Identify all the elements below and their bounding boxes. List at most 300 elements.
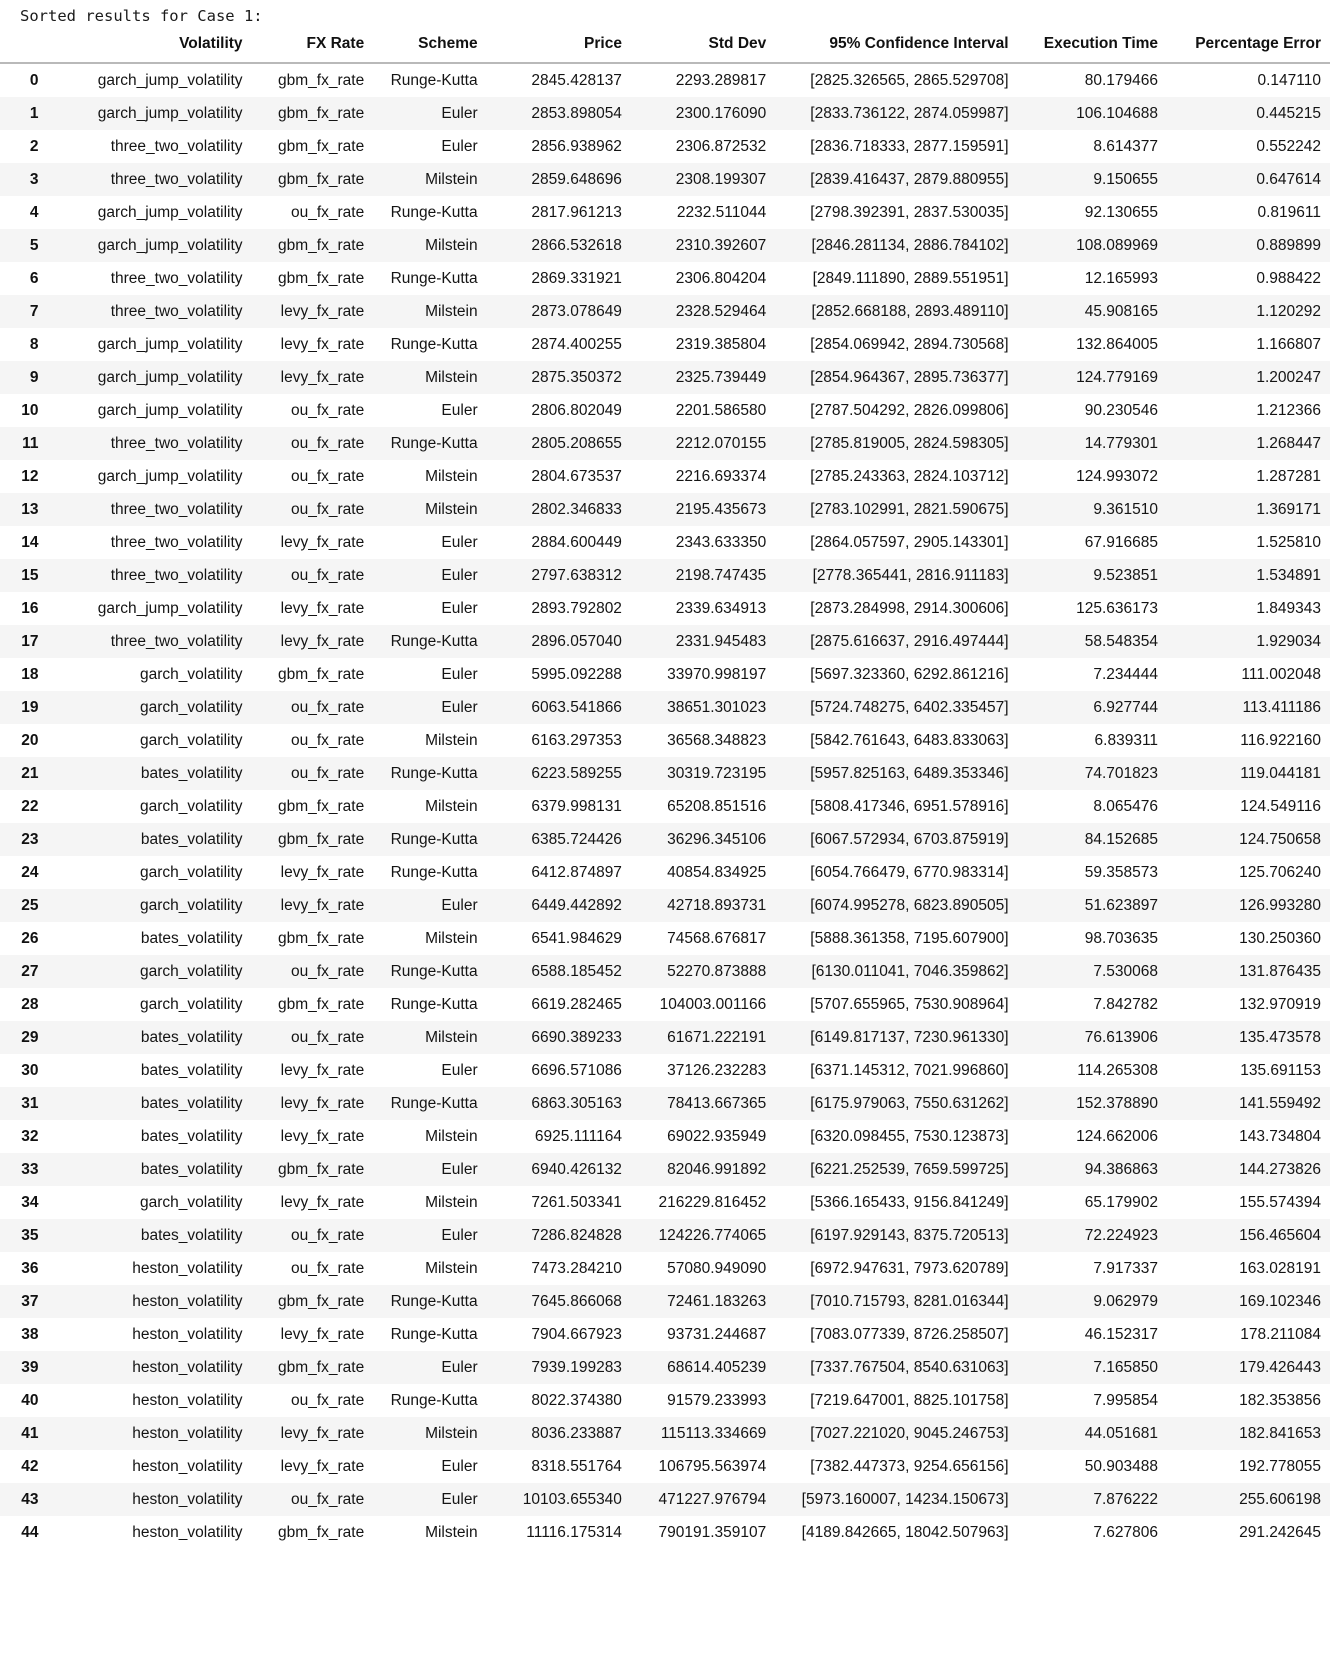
cell-std-dev: 57080.949090: [667, 1259, 767, 1277]
cell-volatility: garch_jump_volatility: [97, 71, 243, 89]
cell-fx-rate: ou_fx_rate: [290, 203, 365, 221]
cell-fx-rate: ou_fx_rate: [290, 401, 365, 419]
cell-execution-time: 8.065476: [1093, 797, 1159, 815]
cell-price: 6385.724426: [531, 830, 622, 848]
cell-std-dev: 52270.873888: [667, 962, 767, 980]
cell-percentage-error: 1.287281: [1256, 467, 1321, 485]
cell-scheme: Runge-Kutta: [390, 830, 478, 848]
table-row: [0, 691, 1330, 724]
cell-price: 6541.984629: [531, 929, 622, 947]
cell-volatility: heston_volatility: [132, 1490, 243, 1508]
cell-percentage-error: 0.988422: [1256, 269, 1321, 287]
cell-execution-time: 106.104688: [1076, 104, 1159, 122]
cell-percentage-error: 1.849343: [1256, 599, 1321, 617]
row-index: 5: [29, 236, 39, 254]
cell-execution-time: 124.779169: [1076, 368, 1159, 386]
cell-fx-rate: levy_fx_rate: [280, 302, 365, 320]
cell-std-dev: 69022.935949: [667, 1127, 767, 1145]
cell-fx-rate: gbm_fx_rate: [278, 995, 365, 1013]
cell-execution-time: 7.842782: [1093, 995, 1159, 1013]
row-index: 21: [21, 764, 39, 782]
cell-percentage-error: 1.525810: [1256, 533, 1321, 551]
table-header-row: [0, 31, 1330, 63]
cell-execution-time: 7.627806: [1093, 1523, 1159, 1541]
row-index: 10: [21, 401, 39, 419]
cell-percentage-error: 1.268447: [1256, 434, 1321, 452]
cell-scheme: Euler: [441, 1358, 478, 1376]
cell-scheme: Runge-Kutta: [390, 71, 478, 89]
cell-scheme: Milstein: [425, 467, 478, 485]
row-index: 36: [21, 1259, 39, 1277]
cell-volatility: heston_volatility: [132, 1292, 243, 1310]
cell-volatility: garch_volatility: [140, 962, 243, 980]
cell-fx-rate: gbm_fx_rate: [278, 1292, 365, 1310]
cell-execution-time: 74.701823: [1084, 764, 1159, 782]
cell-std-dev: 2216.693374: [675, 467, 767, 485]
cell-execution-time: 76.613906: [1084, 1028, 1159, 1046]
cell-std-dev: 2325.739449: [675, 368, 767, 386]
cell-percentage-error: 143.734804: [1239, 1127, 1321, 1145]
cell-volatility: heston_volatility: [132, 1259, 243, 1277]
cell-fx-rate: ou_fx_rate: [290, 467, 365, 485]
cell-scheme: Milstein: [425, 929, 478, 947]
cell-std-dev: 78413.667365: [667, 1094, 767, 1112]
table-row: [0, 724, 1330, 757]
cell-price: 2874.400255: [531, 335, 622, 353]
row-index: 37: [21, 1292, 39, 1310]
table-row: [0, 1450, 1330, 1483]
cell-scheme: Runge-Kutta: [390, 1292, 478, 1310]
cell-scheme: Runge-Kutta: [390, 962, 478, 980]
cell-std-dev: 2201.586580: [675, 401, 767, 419]
row-index: 32: [21, 1127, 39, 1145]
table-row: [0, 196, 1330, 229]
cell-std-dev: 36296.345106: [667, 830, 767, 848]
cell-fx-rate: ou_fx_rate: [290, 731, 365, 749]
cell-fx-rate: levy_fx_rate: [280, 1424, 365, 1442]
cell-fx-rate: levy_fx_rate: [280, 1094, 365, 1112]
cell-scheme: Euler: [441, 665, 478, 683]
cell-std-dev: 65208.851516: [667, 797, 767, 815]
cell-volatility: bates_volatility: [140, 1094, 243, 1112]
cell-confidence-interval: [6320.098455, 7530.123873]: [810, 1127, 1009, 1145]
row-index: 25: [21, 896, 39, 914]
table-row: [0, 988, 1330, 1021]
row-index: 31: [21, 1094, 39, 1112]
cell-scheme: Runge-Kutta: [390, 1391, 478, 1409]
cell-execution-time: 80.179466: [1084, 71, 1159, 89]
cell-std-dev: 2310.392607: [675, 236, 767, 254]
cell-price: 6588.185452: [531, 962, 622, 980]
output-caption: Sorted results for Case 1:: [20, 7, 263, 25]
cell-scheme: Runge-Kutta: [390, 632, 478, 650]
cell-percentage-error: 192.778055: [1239, 1457, 1321, 1475]
cell-fx-rate: gbm_fx_rate: [278, 137, 365, 155]
cell-execution-time: 132.864005: [1076, 335, 1159, 353]
cell-scheme: Milstein: [425, 170, 478, 188]
cell-volatility: garch_volatility: [140, 797, 243, 815]
cell-execution-time: 108.089969: [1076, 236, 1159, 254]
cell-percentage-error: 1.534891: [1256, 566, 1321, 584]
cell-price: 2853.898054: [531, 104, 622, 122]
cell-scheme: Milstein: [425, 368, 478, 386]
cell-execution-time: 65.179902: [1084, 1193, 1159, 1211]
cell-execution-time: 152.378890: [1076, 1094, 1159, 1112]
table-row: [0, 97, 1330, 130]
cell-std-dev: 72461.183263: [667, 1292, 767, 1310]
column-header-std-dev: Std Dev: [708, 35, 767, 52]
table-row: [0, 856, 1330, 889]
row-index: 9: [29, 368, 39, 386]
cell-std-dev: 68614.405239: [667, 1358, 767, 1376]
cell-volatility: three_two_volatility: [110, 170, 243, 188]
column-header-scheme: Scheme: [418, 35, 478, 52]
row-index: 39: [21, 1358, 39, 1376]
row-index: 15: [21, 566, 39, 584]
cell-price: 6940.426132: [531, 1160, 622, 1178]
cell-volatility: three_two_volatility: [110, 566, 243, 584]
cell-percentage-error: 1.369171: [1256, 500, 1321, 518]
cell-execution-time: 124.993072: [1076, 467, 1159, 485]
cell-price: 2804.673537: [531, 467, 622, 485]
cell-scheme: Milstein: [425, 236, 478, 254]
cell-price: 2802.346833: [531, 500, 622, 518]
cell-percentage-error: 0.819611: [1257, 203, 1321, 221]
table-row: [0, 1252, 1330, 1285]
cell-std-dev: 2232.511044: [676, 203, 767, 221]
cell-scheme: Euler: [441, 1490, 478, 1508]
cell-fx-rate: ou_fx_rate: [290, 698, 365, 716]
row-index: 6: [29, 269, 39, 287]
table-row: [0, 63, 1330, 97]
cell-price: 6863.305163: [531, 1094, 622, 1112]
column-header-volatility: Volatility: [179, 35, 243, 52]
cell-fx-rate: ou_fx_rate: [290, 434, 365, 452]
cell-percentage-error: 130.250360: [1239, 929, 1321, 947]
row-index: 23: [21, 830, 39, 848]
cell-scheme: Milstein: [425, 797, 478, 815]
table-row: [0, 229, 1330, 262]
table-row: [0, 790, 1330, 823]
column-header-index: [0, 31, 49, 63]
cell-scheme: Runge-Kutta: [390, 995, 478, 1013]
cell-scheme: Euler: [441, 1061, 478, 1079]
cell-std-dev: 36568.348823: [667, 731, 767, 749]
cell-std-dev: 42718.893731: [667, 896, 767, 914]
cell-confidence-interval: [5957.825163, 6489.353346]: [810, 764, 1009, 782]
cell-percentage-error: 0.445215: [1256, 104, 1321, 122]
cell-execution-time: 58.548354: [1084, 632, 1159, 650]
cell-percentage-error: 155.574394: [1239, 1193, 1321, 1211]
cell-fx-rate: gbm_fx_rate: [278, 170, 365, 188]
row-index: 4: [29, 203, 39, 221]
cell-price: 7286.824828: [531, 1226, 622, 1244]
column-header-confidence-interval: 95% Confidence Interval: [829, 35, 1009, 52]
cell-confidence-interval: [6221.252539, 7659.599725]: [810, 1160, 1009, 1178]
cell-execution-time: 45.908165: [1084, 302, 1159, 320]
table-row: [0, 130, 1330, 163]
cell-volatility: bates_volatility: [140, 830, 243, 848]
row-index: 14: [21, 533, 39, 551]
cell-confidence-interval: [5697.323360, 6292.861216]: [810, 665, 1009, 683]
cell-price: 2859.648696: [531, 170, 622, 188]
cell-scheme: Euler: [441, 104, 478, 122]
cell-confidence-interval: [6130.011041, 7046.359862]: [811, 962, 1009, 980]
cell-volatility: garch_volatility: [140, 731, 243, 749]
cell-price: 7473.284210: [531, 1259, 622, 1277]
table-row: [0, 262, 1330, 295]
cell-confidence-interval: [5724.748275, 6402.335457]: [810, 698, 1009, 716]
cell-percentage-error: 255.606198: [1239, 1490, 1321, 1508]
cell-volatility: garch_jump_volatility: [97, 335, 243, 353]
cell-percentage-error: 135.691153: [1240, 1061, 1321, 1079]
cell-price: 6696.571086: [531, 1061, 622, 1079]
cell-confidence-interval: [5707.655965, 7530.908964]: [810, 995, 1009, 1013]
cell-percentage-error: 1.929034: [1256, 632, 1321, 650]
cell-scheme: Euler: [441, 1457, 478, 1475]
cell-std-dev: 2293.289817: [675, 71, 767, 89]
cell-fx-rate: ou_fx_rate: [290, 1028, 365, 1046]
cell-execution-time: 8.614377: [1093, 137, 1159, 155]
cell-execution-time: 9.361510: [1093, 500, 1159, 518]
cell-price: 6163.297353: [531, 731, 622, 749]
row-index: 29: [21, 1028, 39, 1046]
cell-fx-rate: gbm_fx_rate: [278, 71, 365, 89]
cell-fx-rate: gbm_fx_rate: [278, 104, 365, 122]
cell-price: 7645.866068: [531, 1292, 622, 1310]
cell-fx-rate: ou_fx_rate: [290, 500, 365, 518]
cell-percentage-error: 1.120292: [1256, 302, 1321, 320]
cell-price: 6690.389233: [531, 1028, 622, 1046]
row-index: 7: [29, 302, 39, 320]
row-index: 27: [21, 962, 39, 980]
cell-execution-time: 92.130655: [1084, 203, 1159, 221]
cell-confidence-interval: [7337.767504, 8540.631063]: [810, 1358, 1009, 1376]
row-index: 0: [29, 71, 39, 89]
cell-price: 5995.092288: [531, 665, 622, 683]
cell-execution-time: 125.636173: [1076, 599, 1159, 617]
cell-percentage-error: 182.353856: [1239, 1391, 1321, 1409]
cell-scheme: Runge-Kutta: [390, 335, 478, 353]
cell-confidence-interval: [5888.361358, 7195.607900]: [810, 929, 1009, 947]
cell-execution-time: 7.995854: [1093, 1391, 1159, 1409]
cell-scheme: Milstein: [425, 731, 478, 749]
cell-fx-rate: gbm_fx_rate: [278, 830, 365, 848]
cell-volatility: bates_volatility: [140, 929, 243, 947]
cell-volatility: heston_volatility: [132, 1424, 243, 1442]
cell-scheme: Euler: [441, 698, 478, 716]
cell-volatility: garch_volatility: [140, 995, 243, 1013]
row-index: 19: [21, 698, 39, 716]
cell-volatility: garch_jump_volatility: [97, 203, 243, 221]
cell-volatility: garch_jump_volatility: [97, 236, 243, 254]
table-row: [0, 658, 1330, 691]
cell-std-dev: 30319.723195: [667, 764, 767, 782]
cell-std-dev: 93731.244687: [667, 1325, 767, 1343]
cell-volatility: heston_volatility: [132, 1358, 243, 1376]
cell-execution-time: 46.152317: [1084, 1325, 1159, 1343]
cell-scheme: Milstein: [425, 1523, 478, 1541]
cell-price: 2893.792802: [531, 599, 622, 617]
cell-std-dev: 106795.563974: [658, 1457, 767, 1475]
table-row: [0, 394, 1330, 427]
cell-confidence-interval: [2787.504292, 2826.099806]: [810, 401, 1009, 419]
cell-percentage-error: 126.993280: [1239, 896, 1321, 914]
cell-execution-time: 51.623897: [1084, 896, 1159, 914]
row-index: 40: [21, 1391, 39, 1409]
cell-execution-time: 59.358573: [1084, 863, 1159, 881]
cell-confidence-interval: [6371.145312, 7021.996860]: [810, 1061, 1009, 1079]
cell-execution-time: 9.523851: [1093, 566, 1159, 584]
cell-percentage-error: 163.028191: [1239, 1259, 1321, 1277]
cell-fx-rate: ou_fx_rate: [290, 566, 365, 584]
cell-price: 2806.802049: [531, 401, 622, 419]
cell-price: 8318.551764: [531, 1457, 622, 1475]
cell-scheme: Euler: [441, 566, 478, 584]
cell-volatility: bates_volatility: [140, 1127, 243, 1145]
cell-volatility: garch_volatility: [140, 896, 243, 914]
cell-confidence-interval: [2852.668188, 2893.489110]: [811, 302, 1009, 320]
cell-std-dev: 790191.359107: [658, 1523, 767, 1541]
table-row: [0, 1483, 1330, 1516]
table-row: [0, 460, 1330, 493]
cell-scheme: Runge-Kutta: [390, 203, 478, 221]
cell-confidence-interval: [6972.947631, 7973.620789]: [810, 1259, 1009, 1277]
cell-scheme: Euler: [441, 137, 478, 155]
cell-execution-time: 84.152685: [1084, 830, 1159, 848]
cell-scheme: Milstein: [425, 500, 478, 518]
cell-std-dev: 2308.199307: [675, 170, 767, 188]
cell-price: 6223.589255: [531, 764, 622, 782]
cell-price: 7904.667923: [531, 1325, 622, 1343]
cell-scheme: Milstein: [425, 1028, 478, 1046]
cell-std-dev: 2195.435673: [675, 500, 767, 518]
cell-scheme: Milstein: [425, 1424, 478, 1442]
cell-fx-rate: ou_fx_rate: [290, 1259, 365, 1277]
cell-price: 2869.331921: [531, 269, 622, 287]
cell-scheme: Milstein: [425, 302, 478, 320]
table-row: [0, 1351, 1330, 1384]
cell-percentage-error: 182.841653: [1239, 1424, 1321, 1442]
cell-confidence-interval: [2864.057597, 2905.143301]: [810, 533, 1009, 551]
cell-percentage-error: 116.922160: [1240, 731, 1321, 749]
cell-volatility: three_two_volatility: [110, 632, 243, 650]
cell-confidence-interval: [5842.761643, 6483.833063]: [810, 731, 1009, 749]
cell-fx-rate: levy_fx_rate: [280, 863, 365, 881]
cell-volatility: garch_jump_volatility: [97, 599, 243, 617]
cell-fx-rate: gbm_fx_rate: [278, 1160, 365, 1178]
cell-volatility: heston_volatility: [132, 1391, 243, 1409]
cell-volatility: garch_jump_volatility: [97, 104, 243, 122]
cell-confidence-interval: [2849.111890, 2889.551951]: [812, 269, 1009, 287]
cell-confidence-interval: [2825.326565, 2865.529708]: [810, 71, 1009, 89]
cell-confidence-interval: [2798.392391, 2837.530035]: [810, 203, 1009, 221]
cell-execution-time: 44.051681: [1084, 1424, 1159, 1442]
cell-percentage-error: 291.242645: [1239, 1523, 1321, 1541]
cell-std-dev: 2328.529464: [675, 302, 767, 320]
cell-price: 2845.428137: [531, 71, 622, 89]
cell-volatility: three_two_volatility: [110, 434, 243, 452]
cell-fx-rate: levy_fx_rate: [280, 1193, 365, 1211]
cell-percentage-error: 1.212366: [1256, 401, 1321, 419]
cell-fx-rate: levy_fx_rate: [280, 599, 365, 617]
cell-std-dev: 2306.804204: [675, 269, 767, 287]
cell-price: 8022.374380: [531, 1391, 622, 1409]
cell-scheme: Milstein: [425, 1127, 478, 1145]
table-head: [0, 31, 1330, 63]
cell-confidence-interval: [5973.160007, 14234.150673]: [801, 1490, 1009, 1508]
cell-percentage-error: 111.002048: [1241, 665, 1321, 683]
cell-price: 6063.541866: [531, 698, 622, 716]
cell-std-dev: 104003.001166: [659, 995, 767, 1013]
cell-price: 6412.874897: [531, 863, 622, 881]
cell-execution-time: 7.917337: [1093, 1259, 1159, 1277]
cell-percentage-error: 144.273826: [1239, 1160, 1321, 1178]
cell-execution-time: 14.779301: [1084, 434, 1159, 452]
cell-confidence-interval: [6054.766479, 6770.983314]: [810, 863, 1009, 881]
row-index: 2: [29, 137, 39, 155]
cell-confidence-interval: [7083.077339, 8726.258507]: [810, 1325, 1009, 1343]
cell-volatility: bates_volatility: [140, 1226, 243, 1244]
row-index: 18: [21, 665, 39, 683]
cell-price: 7261.503341: [531, 1193, 622, 1211]
cell-fx-rate: gbm_fx_rate: [278, 1523, 365, 1541]
cell-scheme: Euler: [441, 1160, 478, 1178]
cell-scheme: Milstein: [425, 1259, 478, 1277]
row-index: 22: [21, 797, 39, 815]
cell-scheme: Euler: [441, 401, 478, 419]
row-index: 41: [21, 1424, 39, 1442]
table-row: [0, 1021, 1330, 1054]
cell-confidence-interval: [2783.102991, 2821.590675]: [810, 500, 1009, 518]
cell-confidence-interval: [5808.417346, 6951.578916]: [810, 797, 1009, 815]
cell-percentage-error: 131.876435: [1239, 962, 1321, 980]
cell-confidence-interval: [2839.416437, 2879.880955]: [810, 170, 1009, 188]
results-table: [0, 31, 1330, 1549]
cell-percentage-error: 125.706240: [1239, 863, 1321, 881]
cell-price: 8036.233887: [531, 1424, 622, 1442]
table-row: [0, 1087, 1330, 1120]
cell-std-dev: 74568.676817: [667, 929, 767, 947]
column-header-execution-time: Execution Time: [1043, 35, 1159, 52]
cell-percentage-error: 0.552242: [1256, 137, 1321, 155]
column-header-fx-rate: FX Rate: [306, 35, 365, 52]
cell-price: 6379.998131: [531, 797, 622, 815]
table-row: [0, 889, 1330, 922]
cell-fx-rate: levy_fx_rate: [280, 1457, 365, 1475]
row-index: 24: [21, 863, 39, 881]
cell-confidence-interval: [6149.817137, 7230.961330]: [810, 1028, 1009, 1046]
cell-percentage-error: 132.970919: [1239, 995, 1321, 1013]
table-row: [0, 1318, 1330, 1351]
row-index: 3: [29, 170, 39, 188]
cell-percentage-error: 135.473578: [1239, 1028, 1321, 1046]
row-index: 12: [21, 467, 39, 485]
row-index: 26: [21, 929, 39, 947]
table-row: [0, 427, 1330, 460]
cell-std-dev: 471227.976794: [658, 1490, 767, 1508]
cell-scheme: Runge-Kutta: [390, 269, 478, 287]
cell-volatility: garch_volatility: [140, 1193, 243, 1211]
cell-std-dev: 2339.634913: [675, 599, 767, 617]
cell-volatility: garch_volatility: [140, 698, 243, 716]
cell-fx-rate: ou_fx_rate: [290, 764, 365, 782]
table-row: [0, 1120, 1330, 1153]
cell-confidence-interval: [2846.281134, 2886.784102]: [811, 236, 1009, 254]
cell-volatility: garch_jump_volatility: [97, 368, 243, 386]
cell-execution-time: 94.386863: [1084, 1160, 1159, 1178]
cell-std-dev: 124226.774065: [658, 1226, 767, 1244]
